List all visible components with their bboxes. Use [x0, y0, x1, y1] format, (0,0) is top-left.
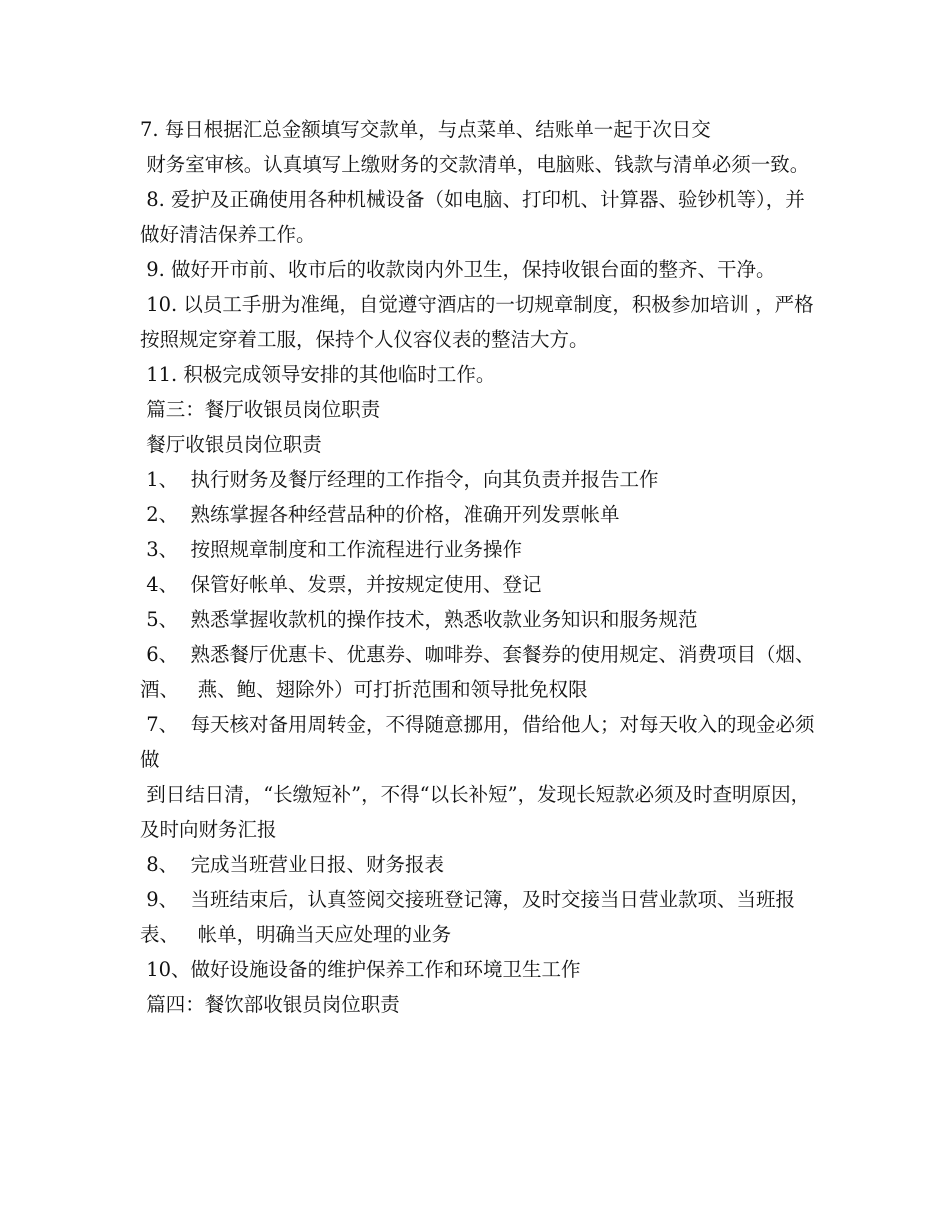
duty-item-2: 2、 熟练掌握各种经营品种的价格，准确开列发票帐单 — [140, 503, 620, 526]
duty-item-9: 9、 当班结束后，认真签阅交接班登记簿，及时交接当日营业款项、当班报表、 帐单，明确当天应处理的业务 — [140, 888, 796, 946]
section-heading-part-three: 篇三：餐厅收银员岗位职责 — [140, 398, 381, 421]
duty-item-4: 4、 保管好帐单、发票，并按规定使用、登记 — [140, 573, 542, 596]
paragraph-item-7-daily-deposit: 7. 每日根据汇总金额填写交款单，与点菜单、结账单一起于次日交 — [140, 118, 711, 141]
duty-item-8: 8、 完成当班营业日报、财务报表 — [140, 853, 445, 876]
paragraph-item-9-hygiene: 9. 做好开市前、收市后的收款岗内外卫生，保持收银台面的整齐、干净。 — [140, 258, 776, 281]
duty-item-6: 6、 熟悉餐厅优惠卡、优惠券、咖啡券、套餐券的使用规定、消费项目（烟、酒、 燕、鲍、翅除外）可打折范围和领导批免权限 — [140, 643, 815, 701]
paragraph-item-11-other-tasks: 11. 积极完成领导安排的其他临时工作。 — [140, 363, 496, 386]
paragraph-item-8-equipment: 8. 爱护及正确使用各种机械设备（如电脑、打印机、计算器、验钞机等），并做好清洁保养工作。 — [140, 188, 805, 246]
duty-item-7-continued: 到日结日清，“长缴短补”，不得“以长补短”，发现长短款必须及时查明原因，及时向财务汇报 — [140, 783, 811, 841]
duty-item-3: 3、 按照规章制度和工作流程进行业务操作 — [140, 538, 523, 561]
duty-item-7: 7、 每天核对备用周转金，不得随意挪用，借给他人；对每天收入的现金必须做 — [140, 713, 815, 771]
section-heading-part-four: 篇四：餐饮部收银员岗位职责 — [140, 993, 400, 1016]
paragraph-item-7-continued: 财务室审核。认真填写上缴财务的交款清单，电脑账、钱款与清单必须一致。 — [140, 153, 810, 176]
duty-item-1: 1、 执行财务及餐厅经理的工作指令，向其负责并报告工作 — [140, 468, 659, 491]
section-subtitle: 餐厅收银员岗位职责 — [140, 433, 322, 456]
duty-item-10: 10、做好设施设备的维护保养工作和环境卫生工作 — [140, 958, 581, 981]
paragraph-item-10-rules: 10. 以员工手册为准绳，自觉遵守酒店的一切规章制度，积极参加培训 ，严格按照规定穿着工服，保持个人仪容仪表的整洁大方。 — [140, 293, 814, 351]
document-body — [140, 112, 815, 1022]
duty-item-5: 5、 熟悉掌握收款机的操作技术，熟悉收款业务知识和服务规范 — [140, 608, 698, 631]
